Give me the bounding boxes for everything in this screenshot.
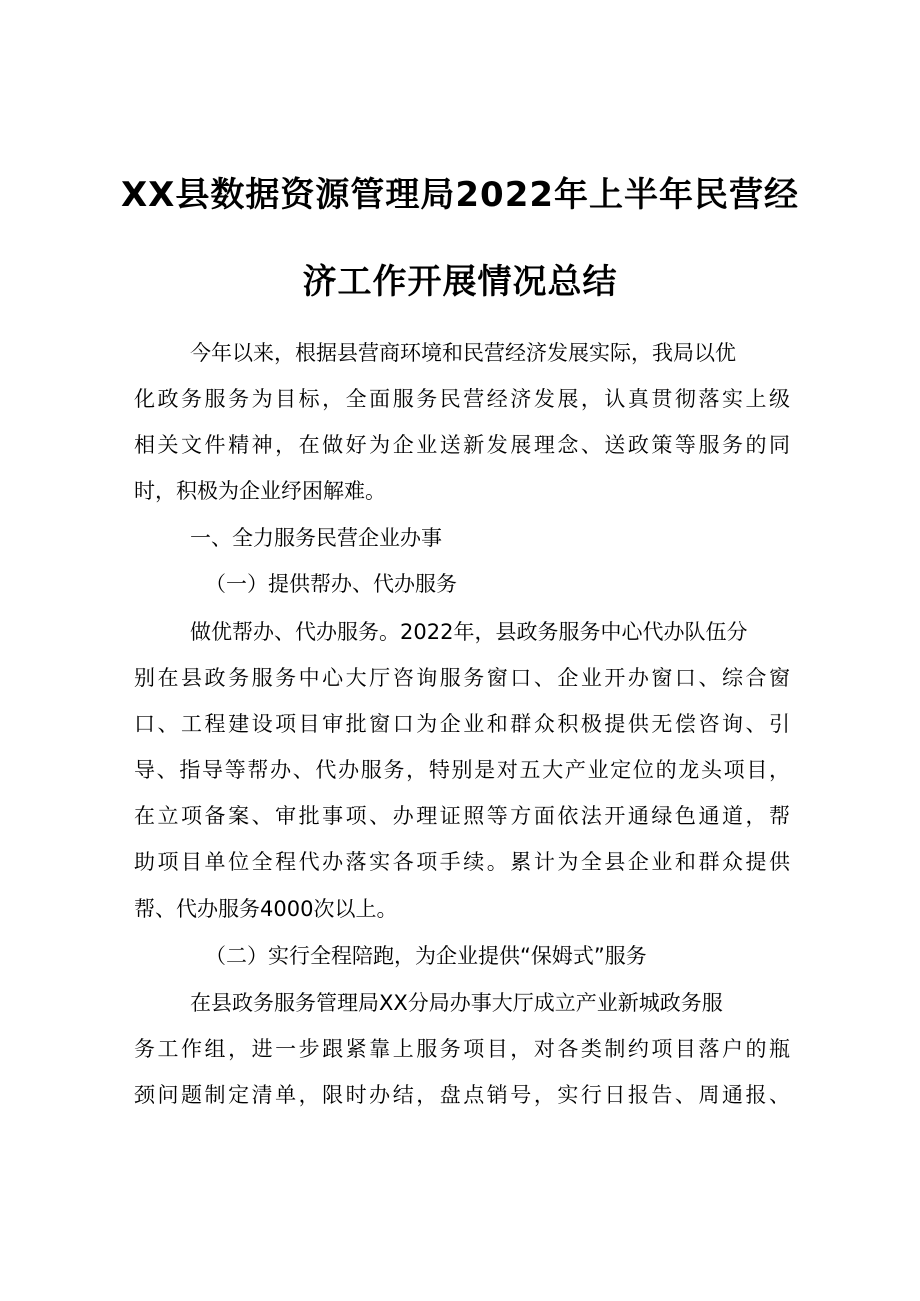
paragraph-intro-line-4: 时，积极为企业纾困解难。 xyxy=(134,479,386,503)
paragraph-1-line-1: 做优帮办、代办服务。2022年，县政务服务中心代办队伍分 xyxy=(190,620,748,644)
section-heading-1: 一、全力服务民营企业办事 xyxy=(190,526,442,550)
paragraph-intro-line-2: 化政务服务为目标，全面服务民营经济发展，认真贯彻落实上级 xyxy=(134,387,790,411)
paragraph-2-line-2: 务工作组，进一步跟紧靠上服务项目，对各类制约项目落户的瓶 xyxy=(134,1037,790,1061)
paragraph-intro-line-1: 今年以来，根据县营商环境和民营经济发展实际，我局以优 xyxy=(190,341,736,365)
subsection-heading-2: （二）实行全程陪跑，为企业提供“保姆式”服务 xyxy=(205,944,647,968)
paragraph-1-line-6: 助项目单位全程代办落实各项手续。累计为全县企业和群众提供 xyxy=(134,850,790,874)
document-title-line-2: 济工作开展情况总结 xyxy=(302,262,618,302)
paragraph-2-line-3: 颈问题制定清单，限时办结，盘点销号，实行日报告、周通报、 xyxy=(134,1083,790,1107)
paragraph-1-line-2: 别在县政务服务中心大厅咨询服务窗口、企业开办窗口、综合窗 xyxy=(134,666,790,690)
paragraph-1-line-3: 口、工程建设项目审批窗口为企业和群众积极提供无偿咨询、引 xyxy=(134,712,790,736)
subsection-heading-1: （一）提供帮办、代办服务 xyxy=(205,572,457,596)
paragraph-intro-line-3: 相关文件精神，在做好为企业送新发展理念、送政策等服务的同 xyxy=(134,433,790,457)
paragraph-1-line-4: 导、指导等帮办、代办服务，特别是对五大产业定位的龙头项目， xyxy=(134,758,790,782)
paragraph-1-line-7: 帮、代办服务4000次以上。 xyxy=(134,897,398,921)
document-title-line-1: XX县数据资源管理局2022年上半年民营经 xyxy=(120,175,800,215)
paragraph-1-line-5: 在立项备案、审批事项、办理证照等方面依法开通绿色通道，帮 xyxy=(134,804,790,828)
paragraph-2-line-1: 在县政务服务管理局XX分局办事大厅成立产业新城政务服 xyxy=(190,991,723,1015)
